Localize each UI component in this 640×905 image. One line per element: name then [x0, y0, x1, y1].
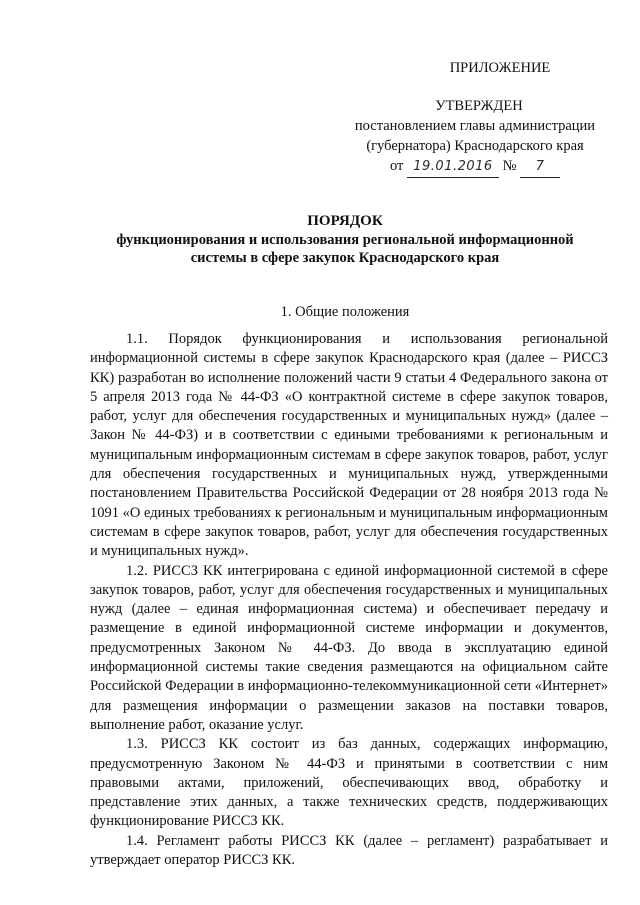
number-label: № [502, 158, 517, 174]
handwritten-date: 19.01.2016 [407, 157, 499, 178]
from-label: от [389, 158, 404, 174]
title-main: ПОРЯДОК [307, 213, 383, 229]
approved-label: УТВЕРЖДЕН [435, 98, 523, 114]
approval-line-2: (губернатора) Краснодарского края [366, 138, 584, 154]
approval-header [345, 58, 605, 178]
approval-date-line [345, 156, 605, 178]
approval-line-1: постановлением главы администрации [354, 118, 596, 134]
paragraph-1-2: 1.2. РИССЗ КК интегрирована с единой информационной системой в сфере закупок товаров, работ, услуг для обеспечения государственных и муниципальных нужд (далее – единая информационная система) и обеспечивает передачу и размещение в единой информационной системе информации и документов, предусмотренных Законом № 44-ФЗ. До ввода в эксплуатацию единой информационной системы такие сведения размещаются на официальном сайте Российской Федерации в информационно-телекоммуникационной сети «Интернет» для размещения информации о размещении заказов на поставки товаров, выполнение работ, оказание услуг. [90, 562, 608, 733]
document-title [90, 212, 600, 267]
appendix-label: ПРИЛОЖЕНИЕ [449, 60, 551, 76]
paragraph-1-1: 1.1. Порядок функционирования и использования региональной информационной системы в сфере закупок Краснодарского края (далее – РИССЗ КК) разработан во исполнение положений части 9 статьи 4 Федерального закона от 5 апреля 2013 года № 44-ФЗ «О контрактной системе в сфере закупок товаров, работ, услуг для обеспечения государственных и муниципальных нужд» (далее – Закон № 44-ФЗ) и в соответствии с едиными требованиями к региональным и муниципальным информационным системам в сфере закупок товаров, работ, услуг для обеспечения государственных и муниципальных нужд, утвержденными постановлением Правительства Российской Федерации от 28 ноября 2013 года № 1091 «О единых требованиях к региональным и муниципальным информационным системам в сфере закупок товаров, работ, услуг для обеспечения государственных и муниципальных нужд». [90, 331, 608, 560]
handwritten-number: 7 [520, 157, 560, 178]
paragraph-1-3: 1.3. РИССЗ КК состоит из баз данных, содержащих информацию, предусмотренную Законом № 44-ФЗ и принятыми в соответствии с ним правовыми актами, приложений, обеспечивающих ввод, обработку и представление этих данных, а также технических средств, поддерживающих функционирование РИССЗ КК. [90, 736, 608, 830]
paragraph-1-4: 1.4. Регламент работы РИССЗ КК (далее – регламент) разрабатывает и утверждает оператор РИССЗ КК. [90, 832, 608, 869]
title-subtitle-2: системы в сфере закупок Краснодарского края [190, 250, 500, 266]
title-subtitle-1: функционирования и использования региональной информационной [116, 232, 574, 248]
document-body [90, 330, 608, 870]
section-heading: 1. Общие положения [280, 304, 410, 320]
